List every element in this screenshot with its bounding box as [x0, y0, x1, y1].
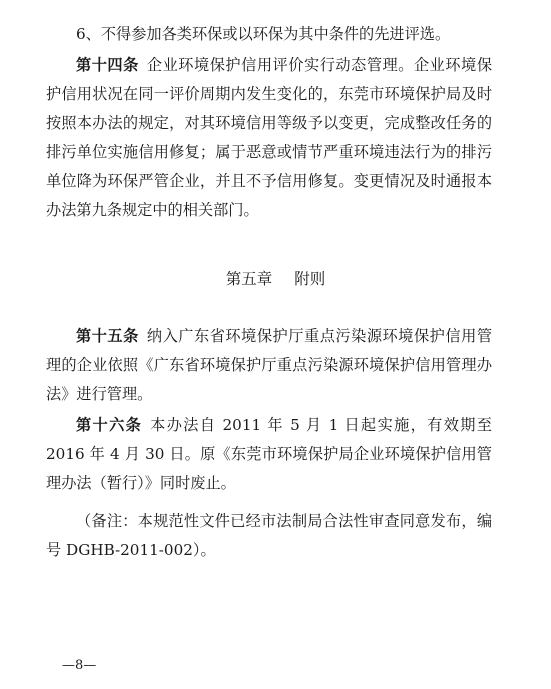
- article-15-label: 第十五条: [76, 327, 139, 345]
- item-6: 6、不得参加各类环保或以环保为其中条件的先进评选。: [76, 25, 451, 43]
- chapter-heading: [0, 265, 551, 294]
- article-14-text: 企业环境保护信用评价实行动态管理。企业环境保护信用状况在同一评价周期内发生变化的，东莞市环境保护局及时按照本办法的规定，对其环境信用等级予以变更，完成整改任务的排污单位实施信用修复；属于恶意或情节严重环境违法行为的排污单位降为环保严管企业，并且不予信用修复。变更情况及时通报本办法第九条规定中的相关部门。: [46, 56, 493, 219]
- article-16-label: 第十六条: [76, 416, 143, 434]
- article-16: [46, 411, 492, 498]
- article-15: [46, 322, 492, 409]
- chapter-number: 第五章: [225, 270, 273, 288]
- article-15-text: 纳入广东省环境保护厅重点污染源环境保护信用管理的企业依照《广东省环境保护厅重点污染源环境保护信用管理办法》进行管理。: [46, 327, 493, 403]
- chapter-title: 附则: [294, 270, 326, 288]
- article-16-text: 本办法自 2011 年 5 月 1 日起实施，有效期至 2016 年 4 月 30 日。原《东莞市环境保护局企业环境保护信用管理办法（暂行）》同时废止。: [46, 416, 492, 492]
- note: （备注：本规范性文件已经市法制局合法性审查同意发布，编号 DGHB-2011-002）。: [46, 512, 492, 559]
- article-14: [46, 51, 492, 225]
- article-14-label: 第十四条: [76, 56, 139, 74]
- page-number: —8—: [62, 658, 97, 673]
